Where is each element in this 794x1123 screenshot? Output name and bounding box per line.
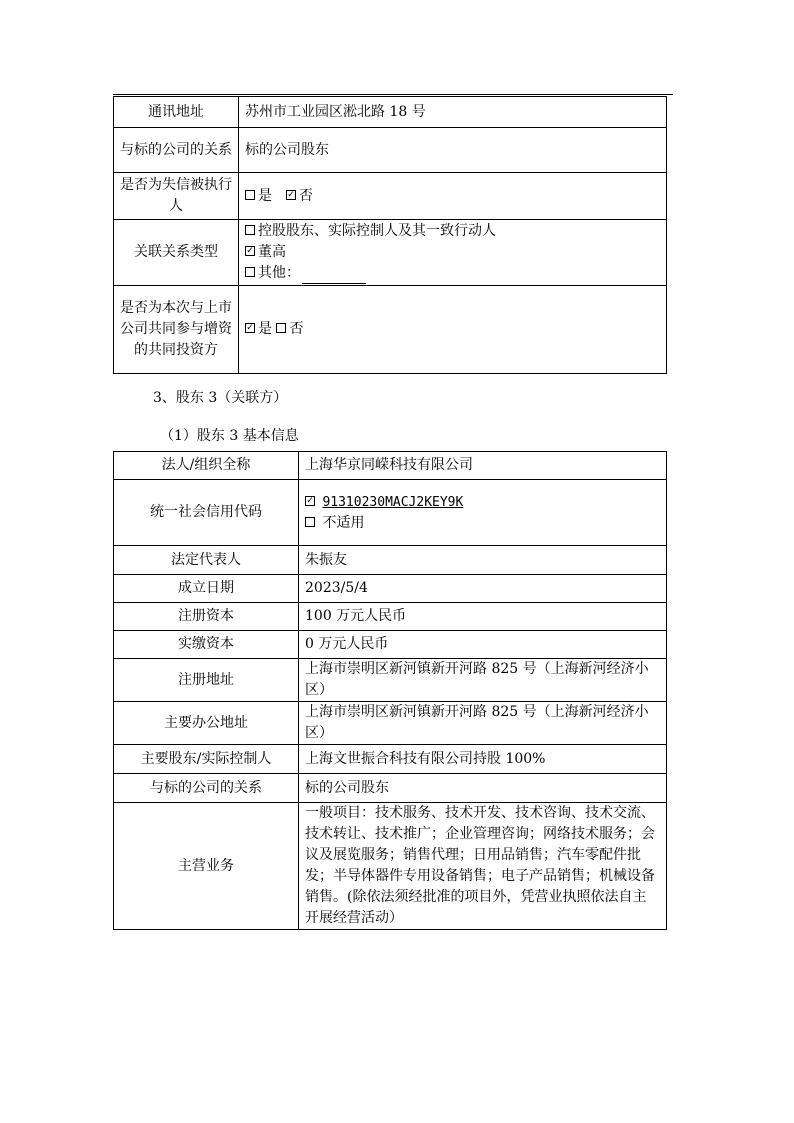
legal-rep-value: 朱振友 [299,546,667,575]
top-rule [113,94,673,95]
legal-rep-label: 法定代表人 [114,546,299,575]
table-row [114,173,667,220]
controller-value: 上海文世振合科技有限公司持股 100% [299,745,667,774]
business-value: 一般项目：技术服务、技术开发、技术咨询、技术交流、技术转让、技术推广；企业管理咨询；网络技术服务；会议及展览服务；销售代理；日用品销售；汽车零配件批发；半导体器件专用设备销售；电子产品销售；机械设备销售。(除依法须经批准的项目外，凭营业执照依法自主开展经营活动） [299,803,667,930]
founded-label: 成立日期 [114,575,299,603]
checkbox-icon[interactable] [245,225,255,235]
office-address-label: 主要办公地址 [114,702,299,745]
option-no: 否 [289,321,304,337]
table-row [114,480,667,546]
table-row [114,128,667,173]
checkbox-icon[interactable] [305,517,315,527]
target-relation-value: 标的公司股东 [299,774,667,803]
table-row [114,702,667,745]
co-investor-label: 是否为本次与上市公司共同参与增资的共同投资方 [114,286,239,374]
credit-code-label: 统一社会信用代码 [114,480,299,546]
address-value: 苏州市工业园区淞北路 18 号 [239,97,667,128]
founded-value: 2023/5/4 [299,575,667,603]
table-row [114,452,667,480]
table-row [114,546,667,575]
table-row [114,97,667,128]
office-address-value: 上海市崇明区新河镇新开河路 825 号（上海新河经济小区） [299,702,667,745]
related-type-options [239,220,667,286]
other-blank-field[interactable] [302,269,366,284]
table-row [114,774,667,803]
shareholder2-info-table [113,96,667,374]
option-other: 其他： [258,265,300,281]
target-relation-label: 与标的公司的关系 [114,774,299,803]
shareholder3-info-table [113,451,667,930]
legal-name-value: 上海华京同嵘科技有限公司 [299,452,667,480]
checkbox-icon[interactable]: ✓ [246,246,254,256]
relation-label: 与标的公司的关系 [114,128,239,173]
address-label: 通讯地址 [114,97,239,128]
table-row [114,659,667,702]
option-yes: 是 [258,321,272,337]
dishonest-options [239,173,667,220]
reg-capital-value: 100 万元人民币 [299,603,667,631]
reg-capital-label: 注册资本 [114,603,299,631]
related-type-label: 关联关系类型 [114,220,239,286]
option-yes: 是 [258,187,272,204]
checkbox-icon[interactable] [245,190,255,200]
checkbox-icon[interactable]: ✓ [306,495,314,506]
checkbox-icon[interactable] [276,323,286,333]
checkbox-icon[interactable]: ✓ [287,189,295,200]
section-heading: 3、股东 3（关联方） [153,390,288,406]
credit-code-value: 91310230MACJ2KEY9K [322,494,464,510]
reg-address-label: 注册地址 [114,659,299,702]
dishonest-label: 是否为失信被执行人 [114,173,239,220]
table-row [114,745,667,774]
checkbox-icon[interactable]: ✓ [246,323,254,333]
reg-address-value: 上海市崇明区新河镇新开河路 825 号（上海新河经济小区） [299,659,667,702]
checkbox-icon[interactable] [245,267,255,277]
not-applicable-option: 不适用 [322,514,365,531]
legal-name-label: 法人/组织全称 [114,452,299,480]
credit-code-options [299,480,667,546]
co-investor-options [239,286,667,374]
table-row [114,575,667,603]
paid-capital-value: 0 万元人民币 [299,631,667,659]
paid-capital-label: 实缴资本 [114,631,299,659]
table-row [114,603,667,631]
option-executive: 董高 [258,244,286,260]
table-row [114,220,667,286]
table-row [114,286,667,374]
subsection-heading: （1）股东 3 基本信息 [160,428,299,444]
option-controlling: 控股股东、实际控制人及其一致行动人 [258,223,496,239]
relation-value: 标的公司股东 [239,128,667,173]
business-label: 主营业务 [114,803,299,930]
controller-label: 主要股东/实际控制人 [114,745,299,774]
table-row [114,803,667,930]
option-no: 否 [299,187,313,204]
table-row [114,631,667,659]
